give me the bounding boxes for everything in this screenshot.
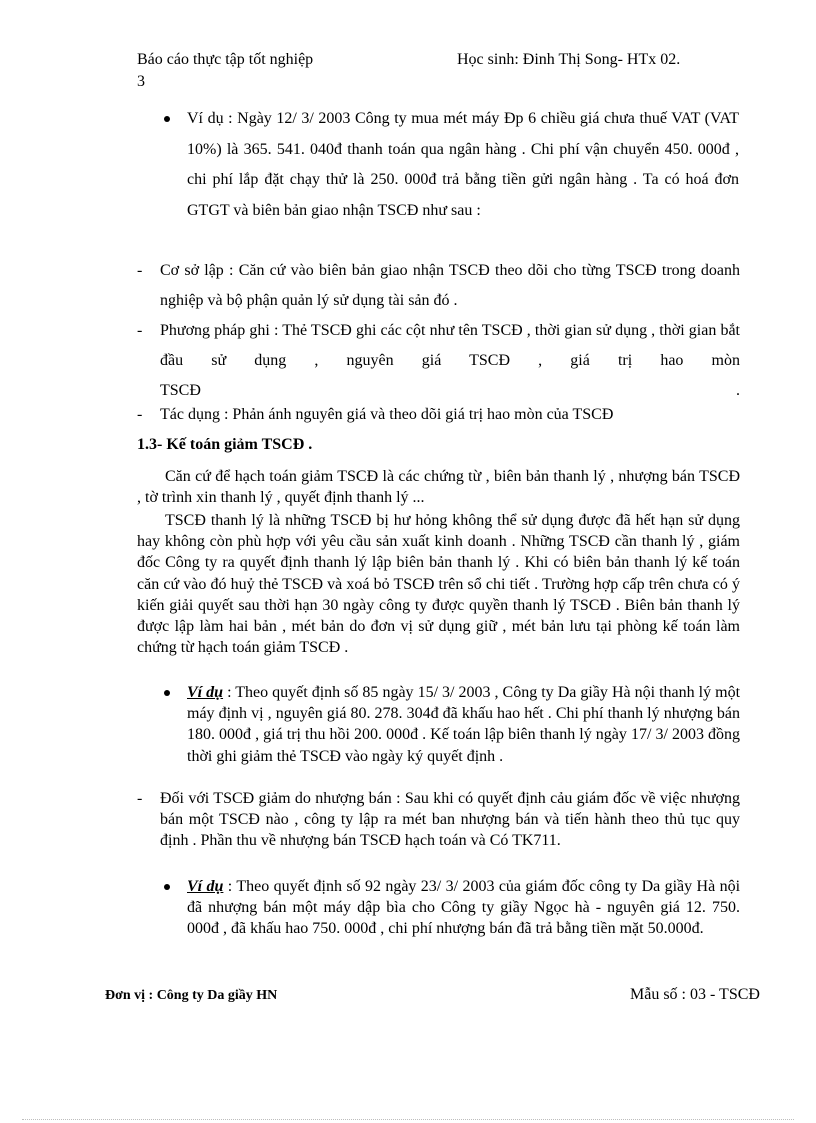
form-number: Mẫu số : 03 - TSCĐ <box>630 986 760 1003</box>
example-3-paragraph <box>187 876 740 940</box>
page-number: 3 <box>137 73 145 90</box>
paragraph-liquidation <box>137 510 740 658</box>
paragraph-documents-text: Căn cứ để hạch toán giảm TSCĐ là các chứng từ , biên bản thanh lý , nhượng bán TSCĐ , tờ trình xin thanh lý , quyết định thanh lý ... <box>137 468 740 507</box>
example-3-label: Ví dụ <box>187 878 224 895</box>
example-1-text: Ví dụ : Ngày 12/ 3/ 2003 Công ty mua mét máy Đp 6 chiều giá chưa thuế VAT (VAT 10%) là 365. 541. 040đ thanh toán qua ngân hàng . Chi phí vận chuyển 450. 000đ , chi phí lắp đặt chạy thử là 250. 000đ trả bằng tiền gửi ngân hàng . Ta có hoá đơn GTGT và biên bản giao nhận TSCĐ như sau : <box>187 110 739 219</box>
dash-marker: - <box>137 262 143 279</box>
paragraph-liquidation-text: TSCĐ thanh lý là những TSCĐ bị hư hỏng không thể sử dụng được đã hết hạn sử dụng hay không còn phù hợp với yêu cầu sản xuất kinh doanh . Những TSCĐ cần thanh lý , giám đốc Công ty ra quyết định thanh lý lập biên bản thanh lý . Khi có biên bản thanh lý kế toán căn cứ vào đó huỷ thẻ TSCĐ và xoá bỏ TSCĐ trên sổ chi tiết . Trường hợp cấp trên chưa có ý kiến giải quyết sau thời hạn 30 ngày công ty được quyền thanh lý TSCĐ . Biên bản thanh lý được lập làm hai bản , mét bản do đơn vị sử dụng giữ , mét bản lưu tại phòng kế toán làm chứng từ hạch toán giảm TSCĐ . <box>137 512 740 657</box>
example-2-label: Ví dụ <box>187 684 224 701</box>
method-text-end <box>160 376 740 406</box>
effect-text: Tác dụng : Phản ánh nguyên giá và theo dõi giá trị hao mòn của TSCĐ <box>160 406 614 423</box>
dash-marker: - <box>137 322 143 339</box>
bullet-icon <box>164 116 170 122</box>
dash-marker: - <box>137 790 143 807</box>
basis-text: Cơ sở lập : Căn cứ vào biên bản giao nhận TSCĐ theo dõi cho từng TSCĐ trong doanh nghiệp và bộ phận quản lý sử dụng tài sản đó . <box>160 262 740 309</box>
dash-marker: - <box>137 406 143 423</box>
example-3-text: : Theo quyết định số 92 ngày 23/ 3/ 2003 của giám đốc công ty Da giầy Hà nội đã nhượng bán một máy dập bìa cho Công ty giầy Ngọc hà - nguyên giá 12. 750. 000đ , đã khấu hao 750. 000đ , chi phí nhượng bán đã trả bằng tiền mặt 50.000đ. <box>187 878 741 938</box>
example-1-paragraph <box>187 104 739 226</box>
effect-item <box>160 405 740 425</box>
basis-item <box>160 256 740 316</box>
unit-label: Đơn vị : Công ty Da giầy HN <box>105 988 278 1003</box>
method-text-tail: TSCĐ <box>160 382 201 399</box>
page-divider <box>22 1119 794 1120</box>
header-report-title: Báo cáo thực tập tốt nghiệp <box>137 51 314 68</box>
method-text: Phương pháp ghi : Thẻ TSCĐ ghi các cột như tên TSCĐ , thời gian sử dụng , thời gian bắt đầu sử dụng , nguyên giá TSCĐ , giá trị hao mòn <box>160 322 740 369</box>
example-2-text: : Theo quyết định số 85 ngày 15/ 3/ 2003 , Công ty Da giầy Hà nội thanh lý một máy định vị , nguyên giá 80. 278. 304đ đã khấu hao hết . Chi phí thanh lý nhượng bán 180. 000đ , giá trị thu hồi 200. 000đ . Kế toán lập biên thanh lý ngày 17/ 3/ 2003 đồng thời ghi giảm thẻ TSCĐ vào ngày ký quyết định . <box>187 684 741 765</box>
sale-item <box>160 788 740 852</box>
example-2-paragraph <box>187 682 740 767</box>
section-heading: 1.3- Kế toán giảm TSCĐ . <box>137 436 313 453</box>
bullet-icon <box>164 884 170 890</box>
sale-text: Đối với TSCĐ giảm do nhượng bán : Sau khi có quyết định cảu giám đốc về việc nhượng bán một TSCĐ nào , công ty lập ra mét ban nhượng bán và tiến hành theo thủ tục quy định . Phần thu về nhượng bán TSCĐ hạch toán và Có TK711. <box>160 790 740 850</box>
method-text-dot: . <box>736 382 740 399</box>
method-item <box>160 316 740 406</box>
bullet-icon <box>164 690 170 696</box>
paragraph-documents <box>137 466 740 508</box>
header-student-name: Học sinh: Đinh Thị Song- HTx 02. <box>457 51 681 68</box>
